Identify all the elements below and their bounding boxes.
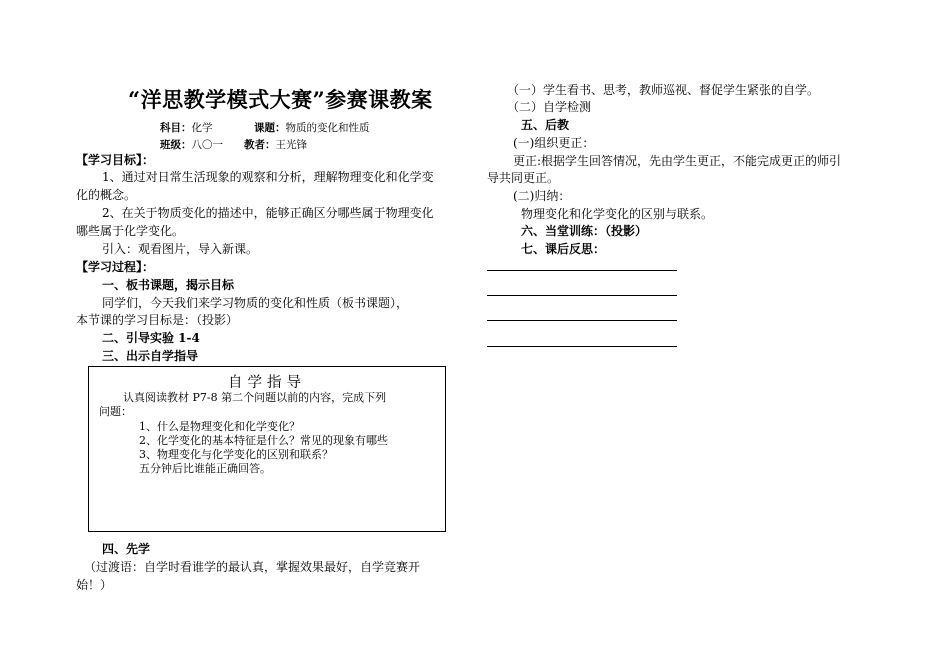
guide-question-3: 3、物理变化与化学变化的区别和联系？ [139, 448, 333, 461]
meta-teacher-row [244, 137, 307, 152]
step1-line2: 本节课的学习目标是：（投影） [76, 313, 239, 327]
reflection-line-4 [487, 346, 677, 347]
class-value: 八〇一 [191, 139, 223, 151]
step3-heading: 三、出示自学指导 [102, 349, 199, 363]
subject-value: 化学 [191, 122, 213, 134]
sub1-text-line2: 导共同更正。 [487, 171, 560, 185]
right-line1: （一）学生看书、思考，教师巡视、督促学生紧张的自学。 [507, 83, 820, 97]
step4-heading: 四、先学 [102, 542, 151, 556]
sub2-text: 物理变化和化学变化的区别与联系。 [521, 207, 714, 221]
subject-label: 科目： [160, 122, 192, 134]
topic-value: 物质的变化和性质 [285, 122, 370, 134]
goals-heading: 【学习目标】： [76, 153, 155, 167]
guide-title: 自学指导 [228, 375, 306, 391]
document-title: “洋思教学模式大赛”参赛课教案 [128, 87, 433, 112]
meta-class-row [160, 137, 223, 152]
reflection-line-1 [487, 270, 677, 271]
intro-text: 引入：观看图片，导入新课。 [102, 242, 259, 256]
reflection-line-2 [487, 295, 677, 296]
guide-question-1: 1、什么是物理变化和化学变化？ [139, 420, 300, 433]
goal2-line1: 2、在关于物质变化的描述中，能够正确区分哪些属于物理变化 [102, 206, 434, 220]
sub1-heading: (一)组织更正： [513, 136, 595, 150]
step6-heading: 六、当堂训练：（投影） [521, 224, 648, 238]
process-heading: 【学习过程】： [76, 260, 155, 274]
meta-subject-row [160, 120, 213, 135]
right-line2: （二）自学检测 [507, 100, 592, 114]
guide-note: 五分钟后比谁能正确回答。 [139, 462, 271, 475]
teacher-value: 王光锋 [275, 139, 307, 151]
guide-line1: 认真阅读教材 P7-8 第二个问题以前的内容，完成下列 [123, 391, 387, 404]
guide-question-2: 2、化学变化的基本特征是什么？常见的现象有哪些 [139, 434, 388, 447]
class-label: 班级： [160, 139, 192, 151]
teacher-label: 教者： [244, 139, 276, 151]
self-study-guide-box [88, 366, 446, 532]
meta-topic-row [254, 120, 370, 135]
goal1-line1: 1、通过对日常生活现象的观察和分析，理解物理变化和化学变 [102, 170, 434, 184]
step1-heading: 一、板书课题，揭示目标 [102, 278, 235, 292]
topic-label: 课题： [254, 122, 286, 134]
step7-heading: 七、课后反思： [521, 242, 606, 256]
step4-line1: （过渡语：自学时看谁学的最认真，掌握效果最好，自学竞赛开 [84, 560, 421, 574]
sub2-heading: (二)归纳： [513, 189, 571, 203]
step1-line1: 同学们，今天我们来学习物质的变化和性质（板书课题）， [102, 296, 409, 310]
step4-line2: 始！） [76, 578, 113, 592]
reflection-line-3 [487, 320, 677, 321]
goal1-line2: 化的概念。 [76, 188, 137, 202]
sub1-text-line1: 更正:根据学生回答情况，先由学生更正，不能完成更正的师引 [513, 154, 842, 168]
guide-line2: 问题： [99, 405, 132, 418]
goal2-line2: 哪些属于化学变化。 [76, 224, 185, 238]
step2-heading: 二、引导实验 1-4 [102, 331, 200, 345]
step5-heading: 五、后教 [521, 118, 570, 132]
